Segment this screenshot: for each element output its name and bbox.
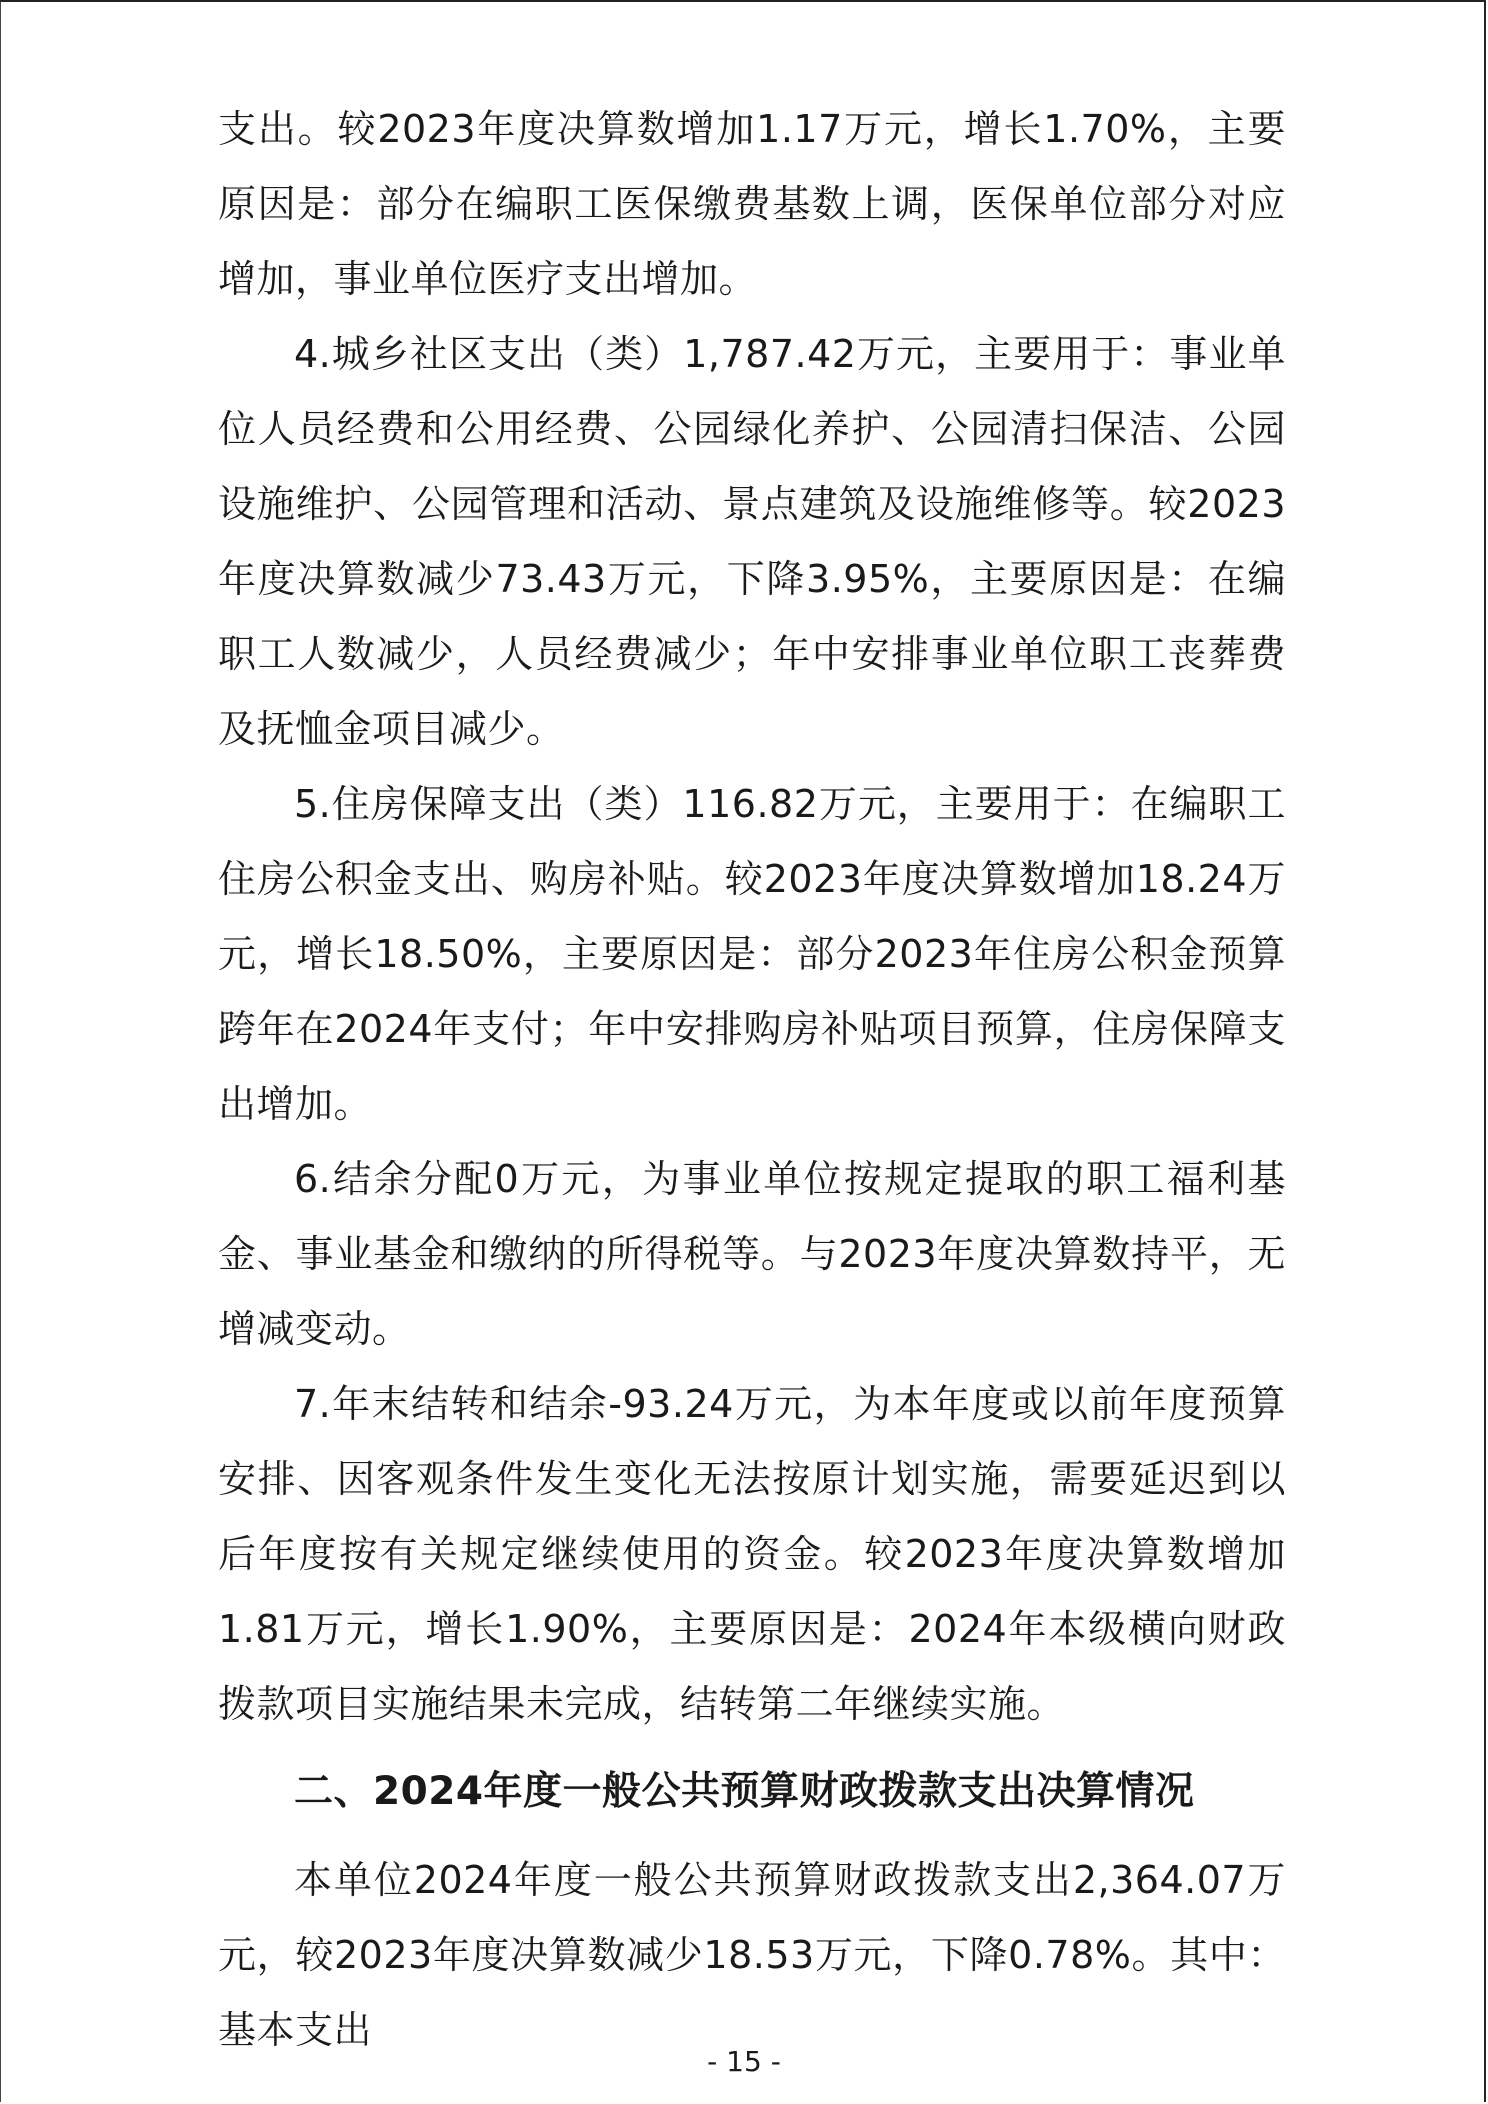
paragraph-year-end-carryover: 7.年末结转和结余-93.24万元，为本年度或以前年度预算安排、因客观条件发生变化无法按原计划实施，需要延迟到以后年度按有关规定继续使用的资金。较2023年度决算数增加1.81万元，增长1.90%，主要原因是：2024年本级横向财政拨款项目实施结果未完成，结转第二年继续实施。	[218, 1382, 1286, 1726]
paragraph-surplus-distribution: 6.结余分配0万元，为事业单位按规定提取的职工福利基金、事业基金和缴纳的所得税等。与2023年度决算数持平，无增减变动。	[218, 1157, 1286, 1351]
paragraph-general-budget-summary: 本单位2024年度一般公共预算财政拨款支出2,364.07万元，较2023年度决算数减少18.53万元，下降0.78%。其中：基本支出	[218, 1858, 1286, 2052]
section-heading: 二、2024年度一般公共预算财政拨款支出决算情况	[294, 1769, 1195, 1814]
document-body	[218, 92, 1286, 2068]
paragraph-continuation: 支出。较2023年度决算数增加1.17万元，增长1.70%，主要原因是：部分在编职工医保缴费基数上调，医保单位部分对应增加，事业单位医疗支出增加。	[218, 107, 1286, 301]
page-number: - 15 -	[707, 2045, 781, 2078]
paragraph-urban-rural-expenditure: 4.城乡社区支出（类）1,787.42万元，主要用于：事业单位人员经费和公用经费、公园绿化养护、公园清扫保洁、公园设施维护、公园管理和活动、景点建筑及设施维修等。较2023年度决算数减少73.43万元，下降3.95%，主要原因是：在编职工人数减少，人员经费减少；年中安排事业单位职工丧葬费及抚恤金项目减少。	[218, 332, 1286, 751]
paragraph-housing-expenditure: 5.住房保障支出（类）116.82万元，主要用于：在编职工住房公积金支出、购房补贴。较2023年度决算数增加18.24万元，增长18.50%，主要原因是：部分2023年住房公积金预算跨年在2024年支付；年中安排购房补贴项目预算，住房保障支出增加。	[218, 782, 1286, 1126]
